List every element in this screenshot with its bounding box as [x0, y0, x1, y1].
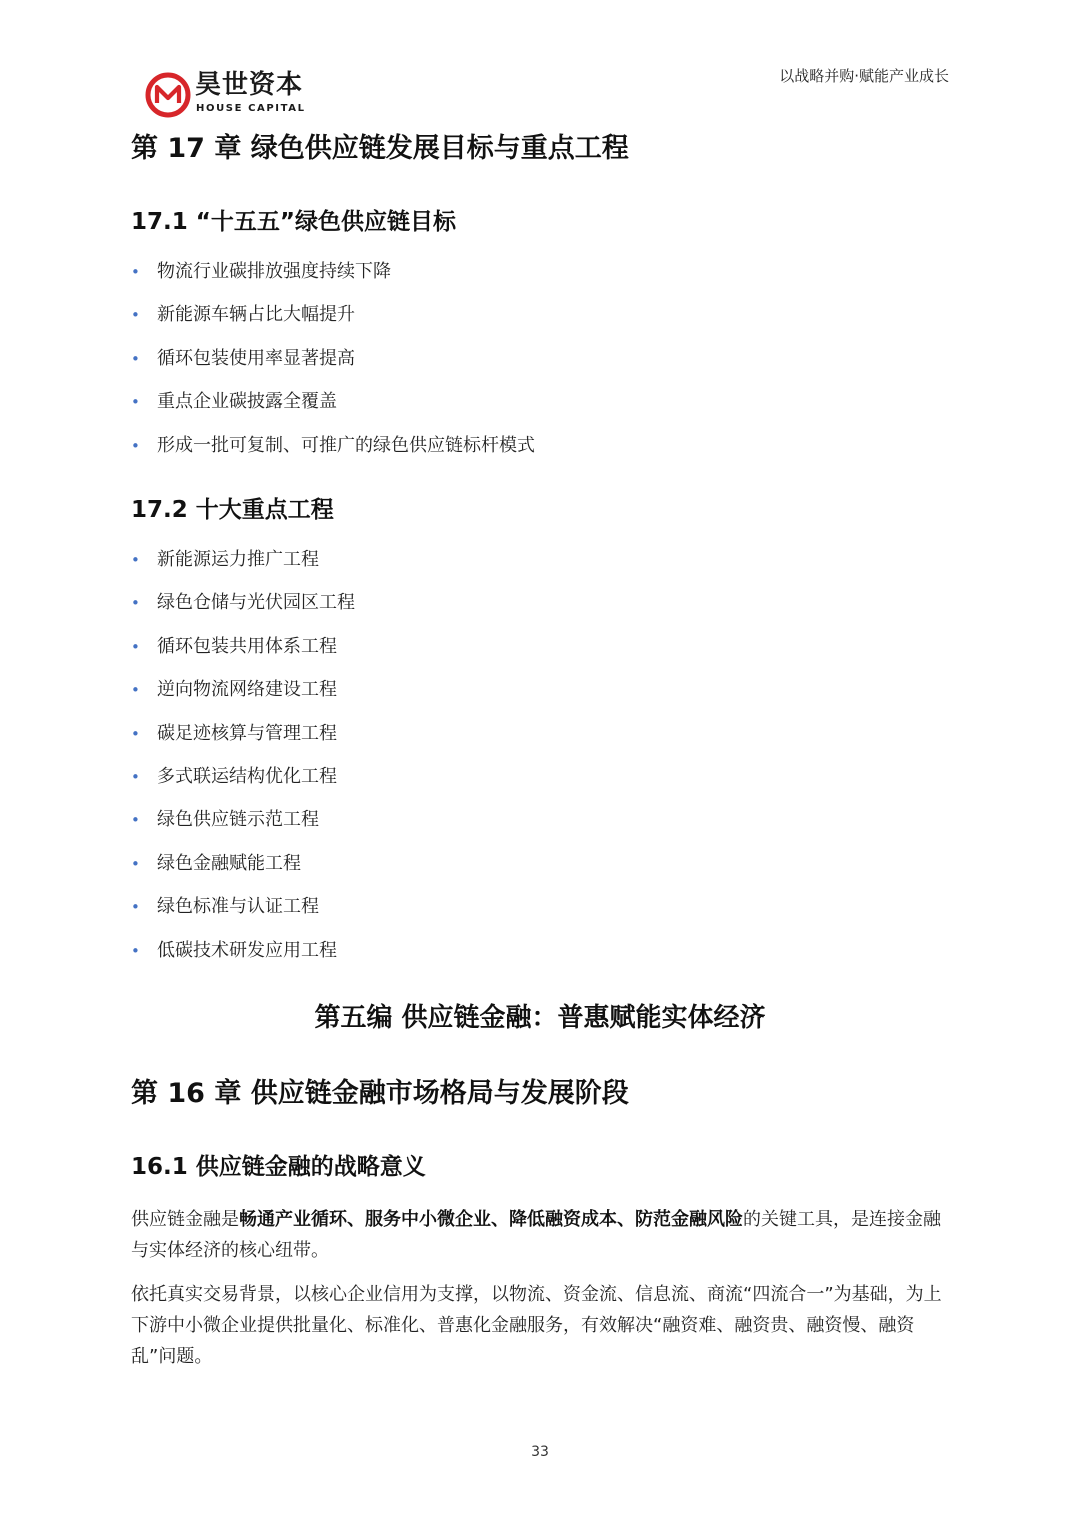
bullet-dot-icon: •: [131, 436, 140, 455]
bullet-dot-icon: •: [131, 349, 140, 368]
chapter-17-title: 第 17 章 绿色供应链发展目标与重点工程: [131, 133, 629, 164]
company-logo: [145, 68, 315, 120]
bullet-dot-icon: •: [131, 551, 140, 569]
bullet-dot-icon: •: [131, 681, 140, 700]
bullet-dot-icon: •: [131, 306, 140, 325]
bullet-dot-icon: •: [131, 941, 140, 960]
page-number: 33: [531, 1444, 549, 1460]
paragraph-four-flows: 依托真实交易背景，以核心企业信用为支撑，以物流、资金流、信息流、商流“四流合一”为基础，为上下游中小微企业提供批量化、标准化、普惠化金融服务，有效解决“融资难、融资贵、融资慢、融资乱”问题。: [131, 1284, 942, 1367]
bullet-dot-icon: •: [131, 898, 140, 917]
bullet-dot-icon: •: [131, 811, 140, 830]
paragraph-strategic-significance: 供应链金融是畅通产业循环、服务中小微企业、降低融资成本、防范金融风险的关键工具，是连接金融与实体经济的核心纽带。: [131, 1209, 941, 1261]
bullet-dot-icon: •: [131, 393, 140, 412]
logo-chinese-name: 昊世资本: [195, 70, 304, 100]
header-slogan: 以战略并购·赋能产业成长: [779, 67, 949, 85]
bullet-dot-icon: •: [131, 263, 140, 281]
section-17-1-title: 17.1 “十五五”绿色供应链目标: [131, 209, 456, 235]
bullet-dot-icon: •: [131, 854, 140, 873]
house-capital-logo-icon: [145, 72, 191, 118]
logo-english-name: HOUSE CAPITAL: [196, 103, 306, 114]
bullet-dot-icon: •: [131, 594, 140, 613]
bullet-dot-icon: •: [131, 724, 140, 743]
bullet-dot-icon: •: [131, 767, 140, 786]
part-5-title: 第五编 供应链金融：普惠赋能实体经济: [314, 1003, 766, 1033]
emphasis-text: 畅通产业循环、服务中小微企业、降低融资成本、防范金融风险: [239, 1209, 743, 1230]
section-17-2-title: 17.2 十大重点工程: [131, 497, 334, 523]
section-16-1-title: 16.1 供应链金融的战略意义: [131, 1154, 426, 1180]
chapter-16-title: 第 16 章 供应链金融市场格局与发展阶段: [131, 1078, 629, 1109]
bullet-dot-icon: •: [131, 637, 140, 656]
